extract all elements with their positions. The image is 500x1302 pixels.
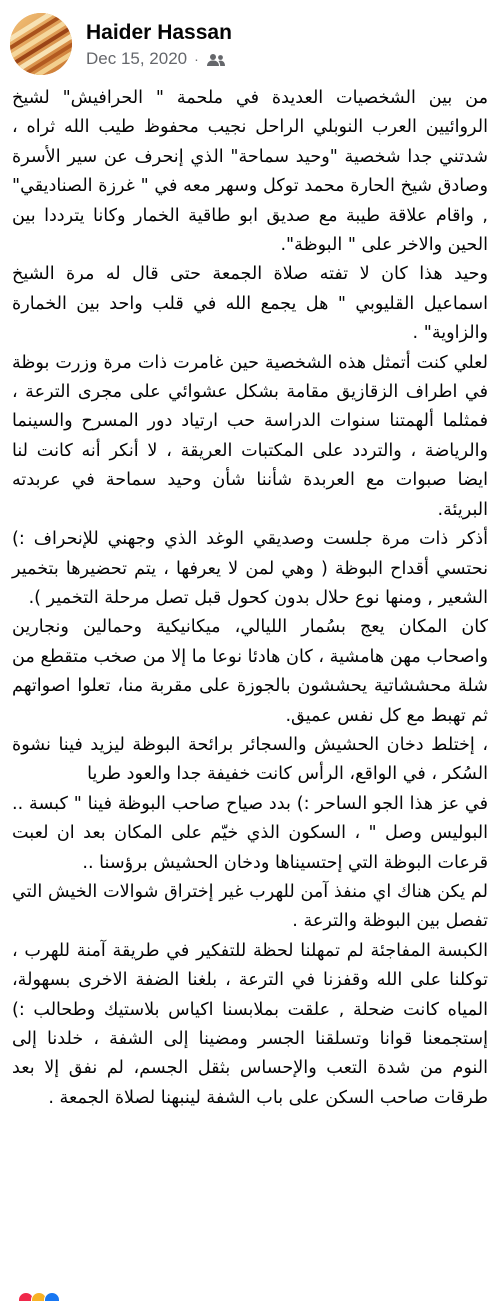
post-meta (86, 49, 232, 69)
post-date[interactable]: Dec 15, 2020 (86, 48, 188, 68)
post-paragraph: وحيد هذا كان لا تفته صلاة الجمعة حتى قال له مرة الشيخ اسماعيل القليوبي " هل يجمع الله في قلب واحد بين الخمارة والزاوية" . (12, 264, 488, 344)
post-paragraph: الكبسة المفاجئة لم تمهلنا لحظة للتفكير في طريقة آمنة للهرب ، توكلنا على الله وقفزنا في الترعة ، بلغنا الضفة الاخرى بسهولة، المياه كانت ضحلة , علقت بملابسنا اكياس بلاستيك وطحالب :) إستجمعنا قوانا وتسلقنا الجسر ومضينا إلى الشفة ، خلدنا إلى النوم من شدة التعب والإحساس بثقل الجسم، لم نفق إلا بعد طرقات صاحب السكن على باب الشفة لينبهنا لصلاة الجمعة . (12, 940, 488, 1108)
post-paragraph: من بين الشخصيات العديدة في ملحمة " الحرافيش" لشيخ الروائيين العرب النوبلي الراحل نجيب محفوظ طيب الله ثراه ، شدتني جدا شخصية "وحيد سماحة" الذي إنحرف عن سير الأسرة وصادق شيخ الحارة محمد توكل وسهر معه في " غرزة الصناديقي" , واقام علاقة طيبة مع صديق ابو طاقية الخمار وكانا يترددا بين الحين والاخر على " البوظة". (12, 88, 488, 256)
friends-icon[interactable] (206, 52, 226, 66)
post-paragraph: ، إختلط دخان الحشيش والسجائر برائحة البوظة ليزيد فينا نشوة السُكر ، في الواقع، الرأس كانت خفيفة جدا والعود طريا (12, 734, 488, 785)
post-text (12, 84, 488, 1113)
post-paragraph: في عز هذا الجو الساحر :) بدد صياح صاحب البوظة فينا " كبسة .. البوليس وصل " ، السكون الذي خيّم على المكان بعد ان لعبت قرعات البوظة التي إحتسيناها ودخان الحشيش برؤسنا .. (12, 793, 488, 873)
avatar-image (10, 13, 72, 75)
reactions-peek (0, 1294, 500, 1302)
meta-separator: · (194, 50, 199, 67)
author-block (86, 20, 232, 69)
post-paragraph: كان المكان يعج بسُمار الليالي، ميكانيكية وحمالين ونجارين واصحاب مهن هامشية ، كان هادئا نوعا ما إلا من صخب متقطع من شلة محششاتية يحششون بالجوزة على مقربة منا، تعلوا اصواتهم ثم تهبط مع كل نفس عميق. (12, 617, 488, 726)
like-reaction-icon[interactable] (44, 1292, 60, 1302)
post-paragraph: لعلي كنت أتمثل هذه الشخصية حين غامرت ذات مرة وزرت بوظة في اطراف الزقازيق مقامة بشكل عشوائي على مجرى الترعة ، فمثلما ألهمتنا سنوات الدراسة حب ارتياد دور المسرح والسينما والرياضة ، والتردد على المكتبات العريقة ، لا أنكر أنه كانت لنا ايضا صبوات مع العربدة شأننا شأن وحيد سماحة في عربدته البريئة. (12, 352, 488, 520)
author-name[interactable]: Haider Hassan (86, 20, 232, 44)
avatar[interactable] (10, 13, 72, 75)
post-paragraph: لم يكن هناك اي منفذ آمن للهرب غير إختراق شوالات الخيش التي تفصل بين البوظة والترعة . (12, 881, 488, 932)
post-header (10, 12, 490, 76)
post-paragraph: أذكر ذات مرة جلست وصديقي الوغد الذي وجهني للإنحراف :) نحتسي أقداح البوظة ( وهي لمن لا يعرفها ، يتم تحضيرها بتخمير الشعير , ومنها نوع حلال بدون كحول قبل تصل مرحلة التخمير ). (12, 529, 488, 608)
